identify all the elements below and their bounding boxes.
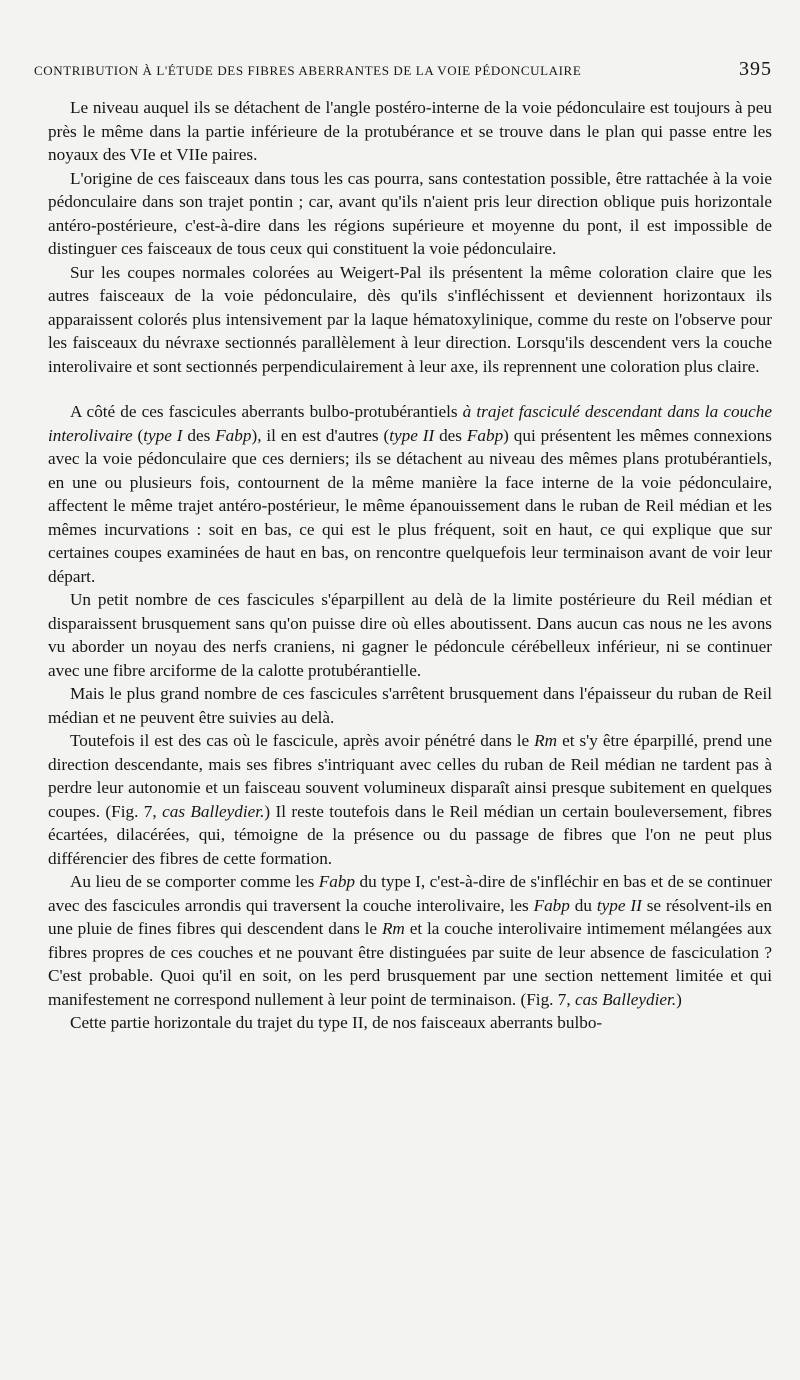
text-run: ), il en est d'autres ( [251,425,390,445]
paragraph [48,400,772,588]
italic-text: Fabp [466,425,504,445]
italic-text: Rm [534,731,558,750]
page-number: 395 [739,58,772,80]
text-run: Mais le plus grand nombre de ces fascicules s'arrêtent brusquement dans l'épaisseur du ruban de Reil médian et ne peuvent être suivies au delà. [48,684,772,727]
italic-text: type I [143,425,183,445]
text-run: des [182,425,216,445]
italic-text: type II [596,895,642,915]
text-run: du [569,895,597,915]
text-run: Cette partie horizontale du trajet du type II, de nos faisceaux aberrants bulbo- [70,1013,603,1032]
text-run: et s'y être éparpillé, prend une direction descendante, mais ses fibres s'intriquant avec celles du ruban de Reil médian ne tardent pas à perdre leur autonomie et un faisceau souvent volumineux disparaît ainsi presque subitement en quelques coupes. (Fig. 7, [48,731,772,821]
paragraph [48,96,772,167]
paragraph [48,1011,772,1035]
italic-text: cas Balleydier. [574,989,677,1009]
paragraph [48,682,772,729]
running-header [34,58,772,81]
text-run: Au lieu de se comporter comme les [70,872,319,891]
paragraph [48,588,772,682]
paragraph [48,870,772,1011]
italic-text: Fabp [318,872,356,891]
paragraph [48,261,772,379]
text-run: A côté de ces fascicules aberrants bulbo-protubérantiels [70,402,463,421]
text-run: Le niveau auquel ils se détachent de l'angle postéro-interne de la voie pédonculaire est toujours à peu près le même dans la partie inférieure de la protubérance et se trouve dans le plan qui passe entre les noyaux des VIe et VIIe paires. [48,98,772,164]
text-run: ( [132,425,144,445]
text-run: Sur les coupes normales colorées au Weigert-Pal ils présentent la même coloration claire que les autres faisceaux de la voie pédonculaire, dès qu'ils s'infléchissent et deviennent horizontaux ils apparaissent colorés plus intensivement par la laque hématoxylinique, comme du reste on l'observe pour les faisceaux du névraxe sectionnés parallèlement à leur direction. Lorsqu'ils descendent vers la couche interolivaire et sont sectionnés perpendiculairement à leur axe, ils reprennent une coloration plus claire. [48,262,772,376]
text-run: ) [676,989,682,1009]
italic-text: cas Balleydier. [162,801,265,821]
text-run: L'origine de ces faisceaux dans tous les cas pourra, sans contestation possible, être rattachée à la voie pédonculaire dans son trajet pontin ; car, avant qu'ils n'aient pris leur direction oblique puis horizontale antéro-postérieure, c'est-à-dire dans les régions supérieure et moyenne du pont, il est impossible de distinguer ces faisceaux de tous ceux qui constituent la voie pédonculaire. [48,168,772,258]
running-title: CONTRIBUTION À L'ÉTUDE DES FIBRES ABERRANTES DE LA VOIE PÉDONCULAIRE [34,63,582,78]
text-run: ) qui présentent les mêmes connexions avec la voie pédonculaire que ces derniers; ils se détachent au niveau des mêmes plans protubérantiels, en une ou plusieurs fois, contournent de la même manière la face interne de la voie pédonculaire, affectent le même trajet antéro-postérieur, le même épanouissement dans le ruban de Reil médian et les mêmes incurvations : soit en bas, ce qui est le plus fréquent, soit en haut, ce qui explique que sur certaines coupes examinées de haut en bas, on rencontre quelquefois leur terminaison avant de voir leur départ. [48,425,772,586]
text-run: du type I, c'est-à-dire de s'infléchir en bas et de se continuer avec des fascicules arrondis qui traversent la couche interolivaire, les [48,872,772,915]
paragraph [48,167,772,261]
text-run: Toutefois il est des cas où le fascicule, après avoir pénétré dans le [70,731,535,750]
text-run: et la couche interolivaire intimement mélangées aux fibres propres de ces couches et ne pouvant être distinguées par suite de leur absence de fasciculation ? C'est probable. Quoi qu'il en soit, on les perd brusquement par une section nettement limitée et qui manifestement ne correspond nullement à leur point de terminaison. (Fig. 7, [48,919,772,1009]
text-run: des [434,425,467,445]
paragraph [48,729,772,870]
italic-text: Fabp [215,425,252,445]
text-run: ) Il reste toutefois dans le Reil médian un certain bouleversement, fibres écartées, dilacérées, qui, témoigne de la présence ou du passage de fibres que l'on ne peut plus différencier des fibres de cette formation. [48,801,772,868]
body-text [48,96,772,1035]
text-run: Un petit nombre de ces fascicules s'éparpillent au delà de la limite postérieure du Reil médian et disparaissent brusquement sans qu'on puisse dire où elles aboutissent. Dans aucun cas nous ne les avons vu aborder un noyau des nerfs craniens, ni gagner le pédoncule cérébelleux inférieur, ni se continuer avec une fibre arciforme de la calotte protubérantielle. [48,590,772,680]
text-run: se résolvent-ils en une pluie de fines fibres qui descendent dans le [48,895,772,938]
italic-text: Rm [381,919,405,938]
italic-text: à trajet fasciculé descendant dans la couche interolivaire [48,402,773,445]
italic-text: Fabp [533,895,570,915]
italic-text: type II [389,425,435,445]
